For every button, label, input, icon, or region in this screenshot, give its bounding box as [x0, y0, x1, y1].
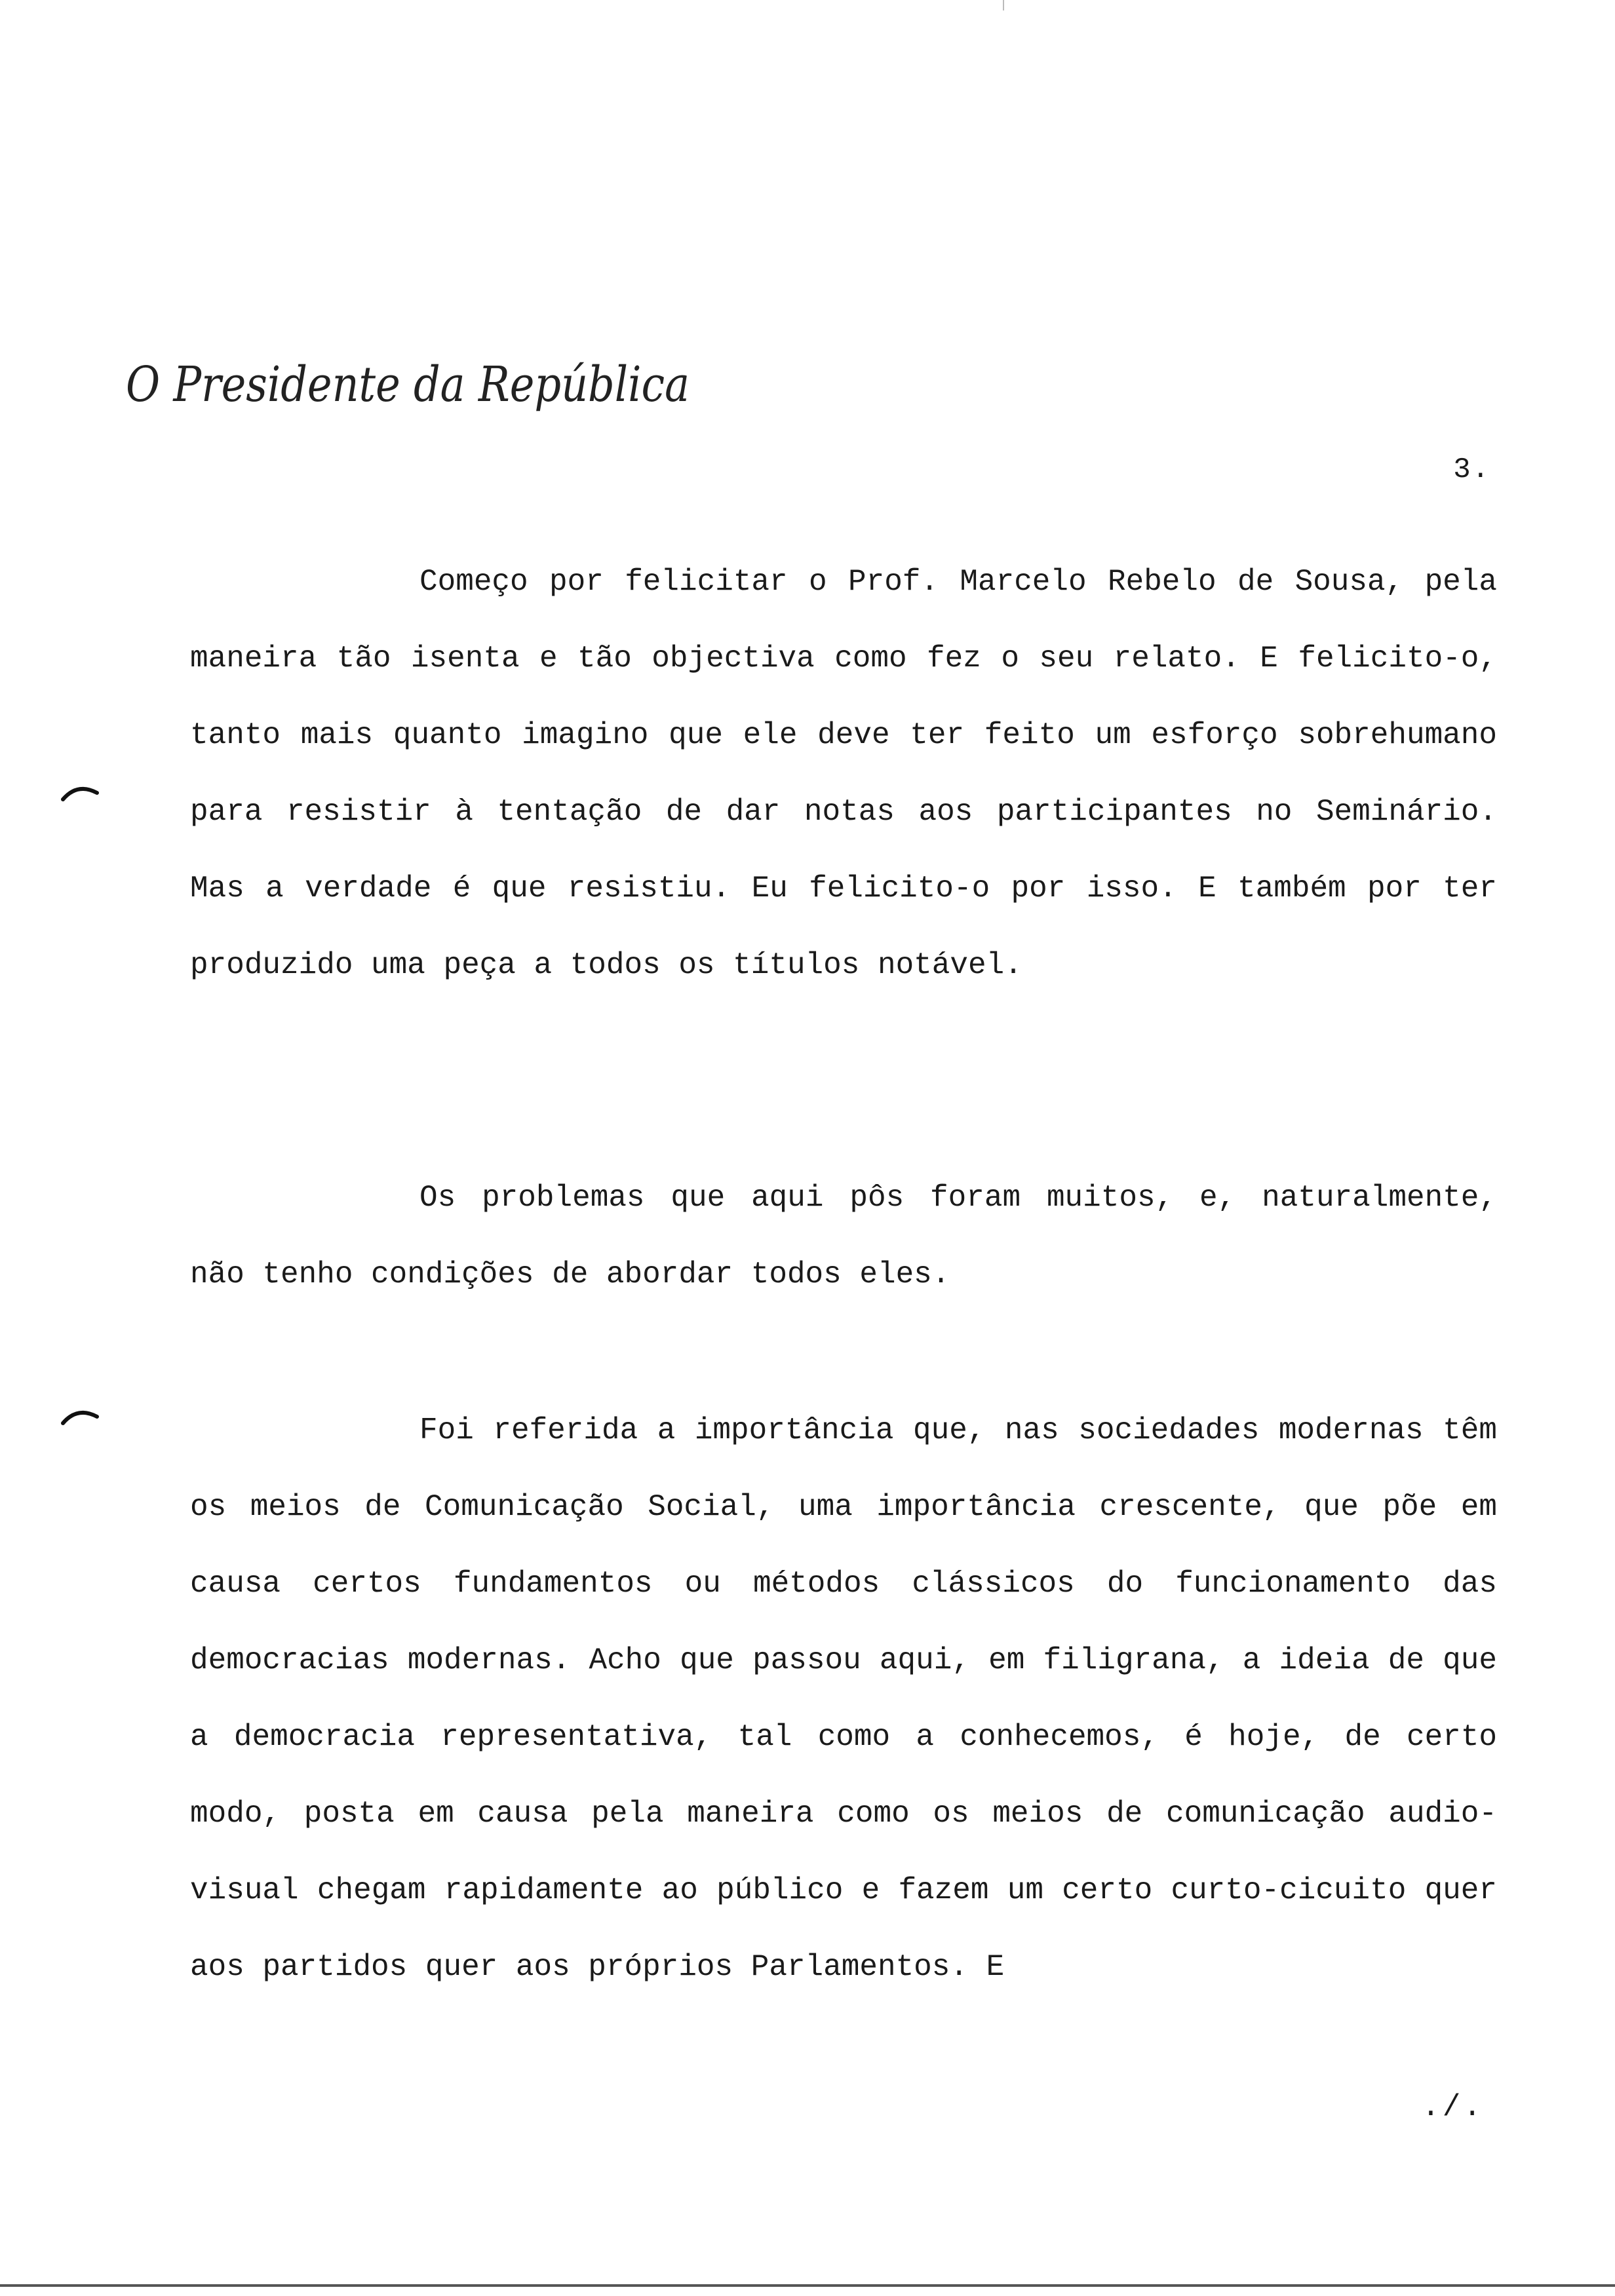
letterhead-logo: [126, 347, 716, 426]
paragraph-2-container: [190, 1160, 1497, 1313]
continuation-mark: ./.: [1422, 2090, 1484, 2124]
paragraph: Os problemas que aqui pôs foram muitos, e, naturalmente, não tenho condições de abordar todos eles.: [190, 1181, 1497, 1292]
margin-arc-icon: [60, 1402, 100, 1428]
page-bottom-rule: [0, 2284, 1615, 2287]
page-number: 3.: [1453, 453, 1490, 486]
letterhead-title: O Presidente da República: [126, 356, 690, 413]
scan-artifact: [1003, 0, 1004, 10]
paragraph-3-container: [190, 1392, 1497, 2006]
paragraph-1-container: [190, 544, 1497, 1004]
paragraph: Foi referida a importância que, nas sociedades modernas têm os meios de Comunicação Social, uma importância crescente, que põe em causa certos fundamentos ou métodos clássicos do funcionamento das democracias modernas. Acho que passou aqui, em filigrana, a ideia de que a democracia representativa, tal como a conhecemos, é hoje, de certo modo, posta em causa pela maneira como os meios de comunicação audio-visual chegam rapidamente ao público e fazem um certo curto-cicuito quer aos partidos quer aos próprios Parlamentos. E: [190, 1413, 1497, 1984]
margin-arc-icon: [60, 778, 100, 805]
paragraph: Começo por felicitar o Prof. Marcelo Rebelo de Sousa, pela maneira tão isenta e tão objectiva como fez o seu relato. E felicito-o, tanto mais quanto imagino que ele deve ter feito um esforço sobrehumano para resistir à tentação de dar notas aos participantes no Seminário. Mas a verdade é que resistiu. Eu felicito-o por isso. E também por ter produzido uma peça a todos os títulos notável.: [190, 565, 1497, 982]
